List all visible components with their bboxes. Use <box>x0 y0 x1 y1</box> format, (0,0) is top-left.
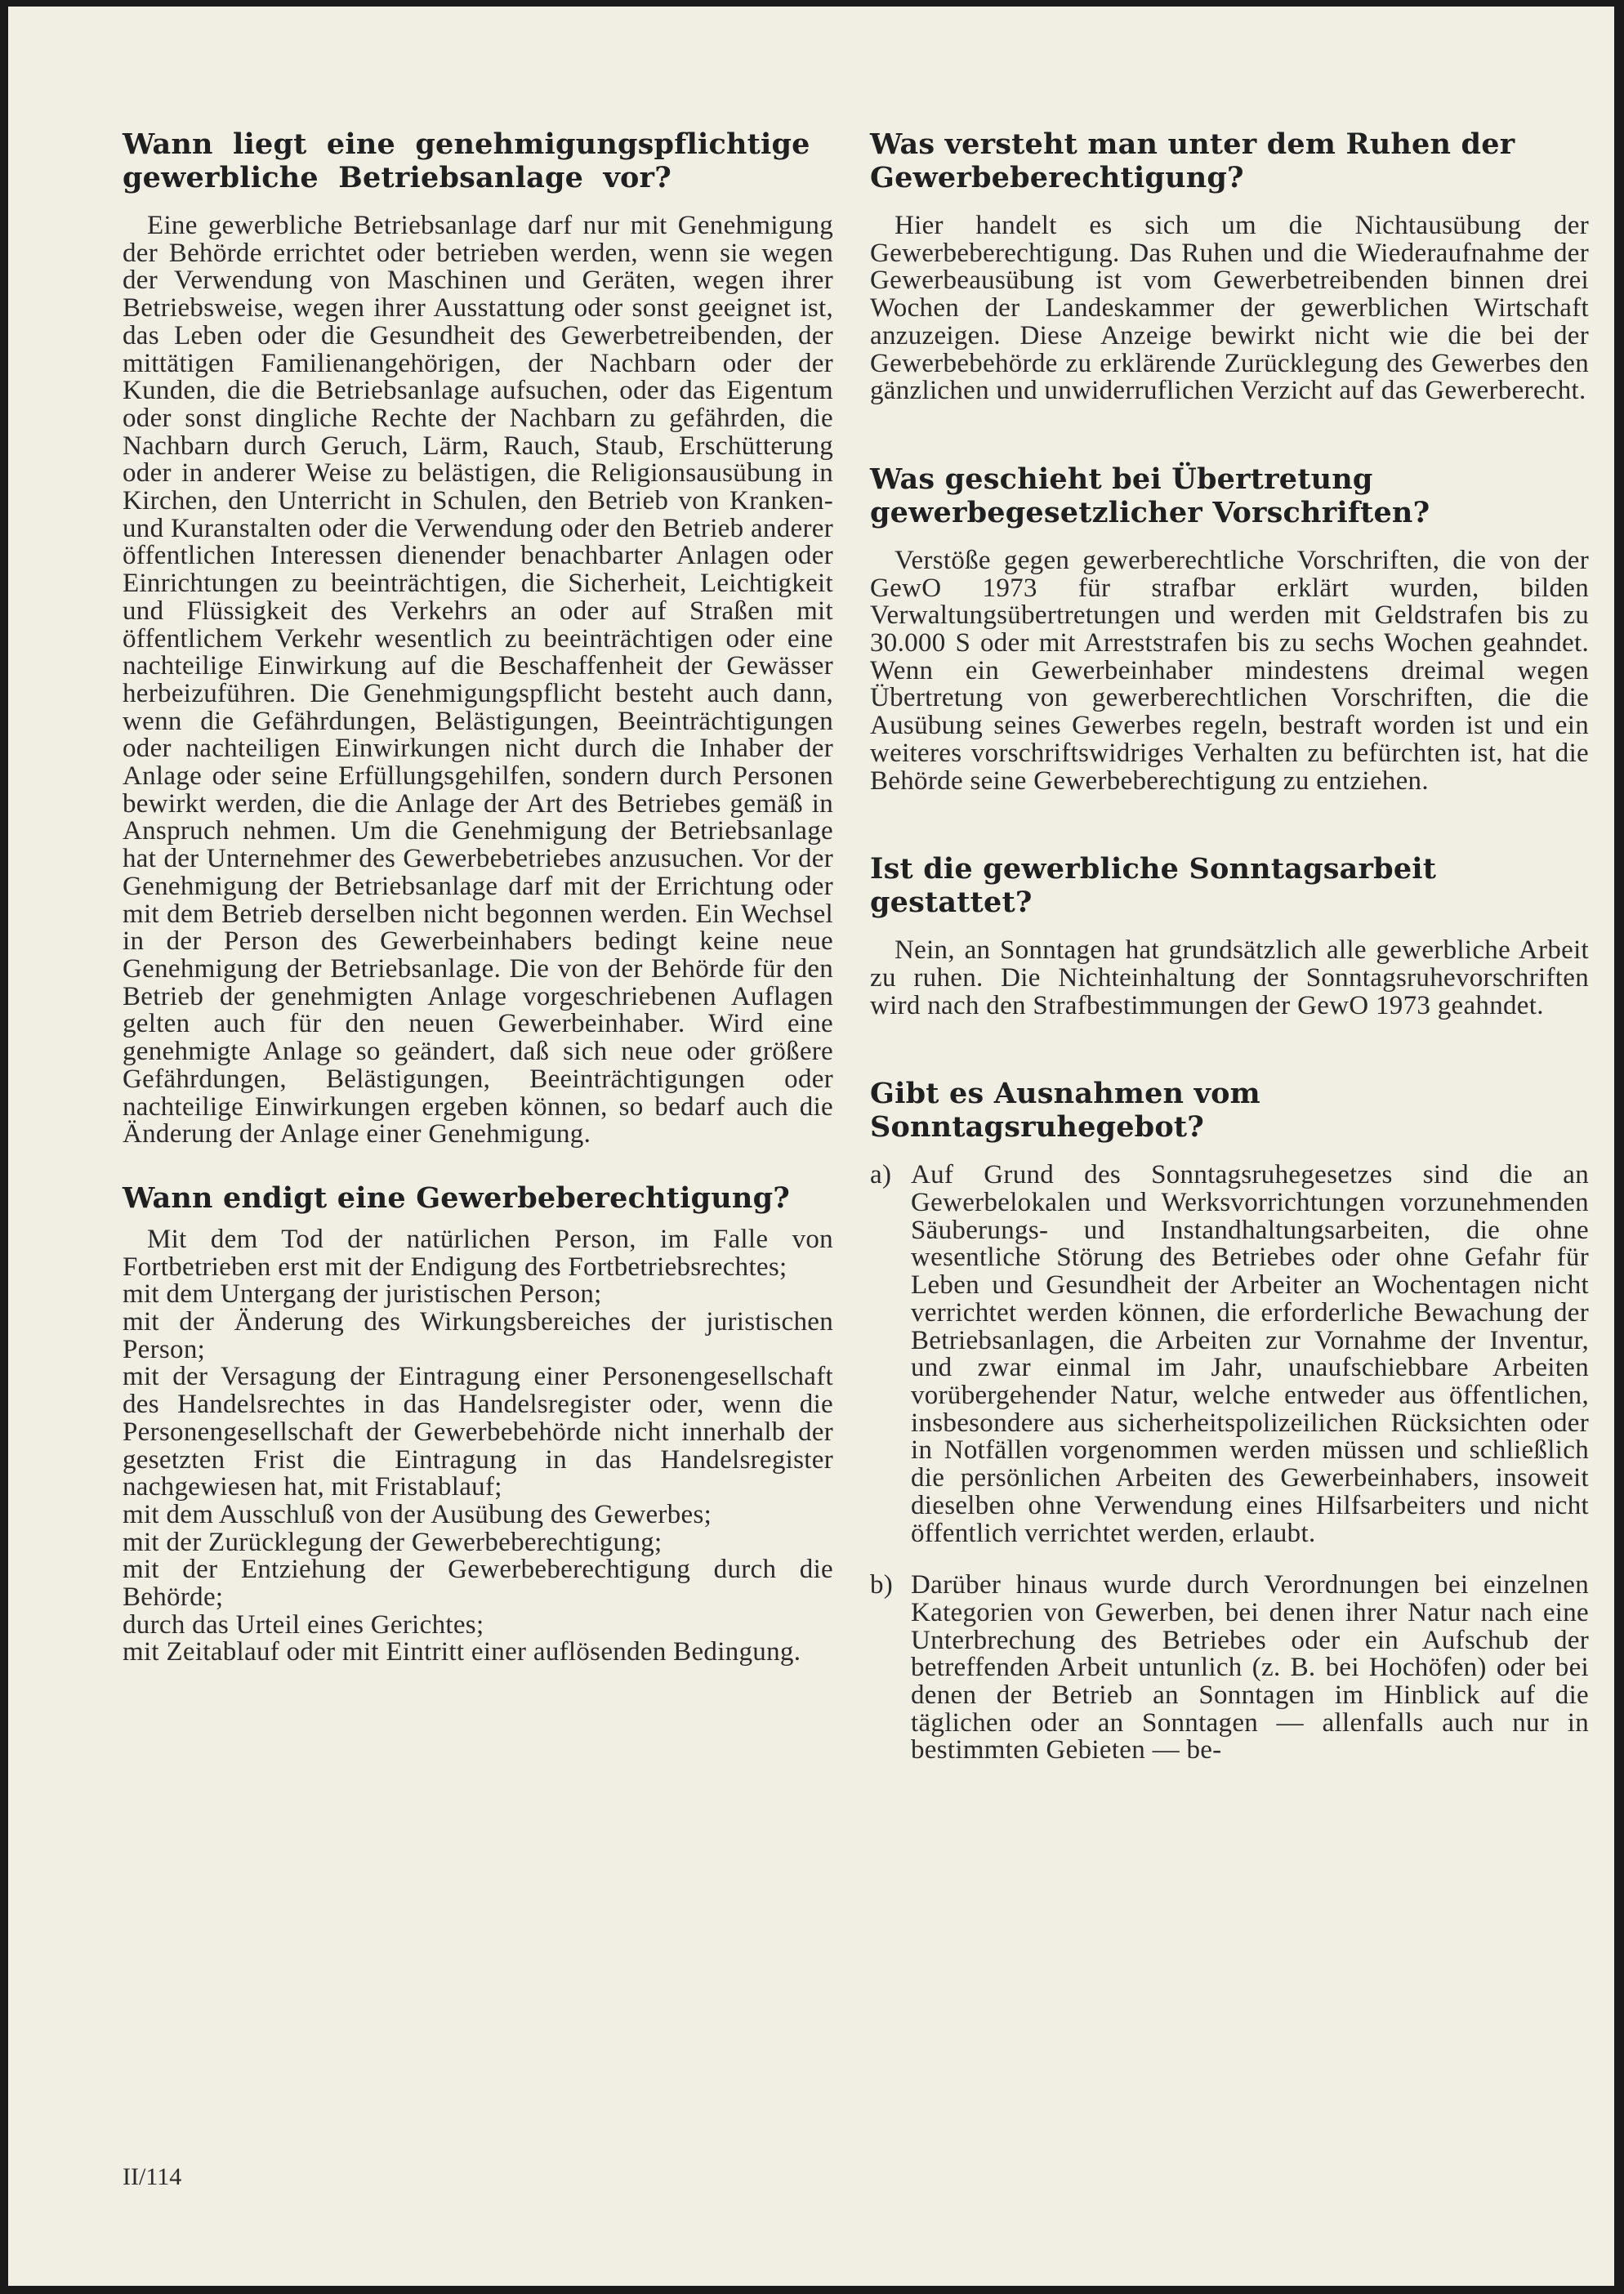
section-ausnahmen-sonntagsruhe <box>870 1077 1589 1765</box>
list-item: mit der Änderung des Wirkungsbereiches der juristischen Person; <box>123 1307 833 1364</box>
list-item: mit dem Ausschluß von der Ausübung des Gewerbes; <box>123 1499 712 1529</box>
termination-list <box>123 1226 833 1667</box>
list-item: durch das Urteil eines Gerichtes; <box>123 1609 484 1640</box>
list-item: mit der Entziehung der Gewerbeberechtigung durch die Behörde; <box>123 1555 833 1613</box>
section-genehmigungspflichtige-betriebsanlage <box>123 127 833 1149</box>
section-heading: Was geschieht bei Übertretung gewerbegesetzlicher Vorschriften? <box>870 462 1430 529</box>
section-body: Nein, an Sonntagen hat grundsätzlich alle gewerbliche Arbeit zu ruhen. Die Nichteinhaltung der Sonntagsruhevorschriften wird nach den Strafbestimmungen der GewO 1973 geahndet. <box>870 935 1589 1020</box>
list-item: mit der Versagung der Eintragung einer Personengesellschaft des Handelsrechtes in das Handelsregister oder, wenn die Personengesellschaft der Gewerbebehörde nicht innerhalb der gesetzten Frist die Eintragung in das Handelsregister nachgewiesen hat, mit Fristablauf; <box>123 1362 833 1502</box>
page-number: II/114 <box>123 2163 182 2190</box>
list-marker: b) <box>870 1570 894 1600</box>
section-heading: Wann liegt eine genehmigungspflichtige gewerbliche Betriebsanlage vor? <box>123 127 810 194</box>
list-marker: a) <box>870 1160 892 1190</box>
section-heading: Was versteht man unter dem Ruhen der Gewerbeberechtigung? <box>870 127 1515 194</box>
section-uebertretung-vorschriften <box>870 462 1589 795</box>
document-page <box>8 7 1614 2286</box>
list-item: Mit dem Tod der natürlichen Person, im Falle von Fortbetrieben erst mit der Endigung des Fortbetriebsrechtes; <box>123 1224 833 1282</box>
section-heading: Wann endigt eine Gewerbeberechtigung? <box>123 1180 790 1215</box>
section-body: Eine gewerbliche Betriebsanlage darf nur mit Genehmigung der Behörde errichtet oder betrieben werden, wenn sie wegen der Verwendung von Maschinen und Geräten, wegen ihrer Betriebsweise, wegen ihrer Ausstattung oder sonst geeignet ist, das Leben oder die Gesundheit des Gewerbetreibenden, der mittätigen Familienangehörigen, der Nachbarn oder der Kunden, die die Betriebsanlage aufsuchen, oder das Eigentum oder sonst dingliche Rechte der Nachbarn zu gefährden, die Nachbarn durch Geruch, Lärm, Rauch, Staub, Erschütterung oder in anderer Weise zu belästigen, die Religionsausübung in Kirchen, den Unterricht in Schulen, den Betrieb von Kranken- und Kuranstalten oder die Verwendung oder den Betrieb anderer öffentlichen Interessen dienender benachbarter Anlagen oder Einrichtungen zu beeinträchtigen, die Sicherheit, Leichtigkeit und Flüssigkeit des Verkehrs an oder auf Straßen mit öffentlichem Verkehr wesentlich zu beeinträchtigen oder eine nachteilige Einwirkung auf die Beschaffenheit der Gewässer herbeizuführen. Die Genehmigungspflicht besteht auch dann, wenn die Gefährdungen, Belästigungen, Beeinträchtigungen oder nachteiligen Einwirkungen nicht durch die Inhaber der Anlage oder seine Erfüllungsgehilfen, sondern durch Personen bewirkt werden, die die Anlage der Art des Betriebes gemäß in Anspruch nehmen. Um die Genehmigung der Betriebsanlage hat der Unternehmer des Gewerbebetriebes anzusuchen. Vor der Genehmigung der Betriebsanlage darf mit der Errichtung oder mit dem Betrieb derselben nicht begonnen werden. Ein Wechsel in der Person des Gewerbeinhabers bedingt keine neue Genehmigung der Betriebsanlage. Die von der Behörde für den Betrieb der genehmigten Anlage vorgeschriebenen Auflagen gelten auch für den neuen Gewerbeinhaber. Wird eine genehmigte Anlage so geändert, daß sich neue oder größere Gefährdungen, Belästigungen, Beeinträchtigungen oder nachteilige Einwirkungen ergeben können, so bedarf auch die Änderung der Anlage einer Genehmigung. <box>123 211 833 1149</box>
section-sonntagsarbeit <box>870 852 1589 1020</box>
exception-item-a <box>870 1162 1589 1547</box>
section-ruhen-gewerbeberechtigung <box>870 127 1589 405</box>
list-item: mit Zeitablauf oder mit Eintritt einer auflösenden Bedingung. <box>123 1637 801 1667</box>
section-endigung-gewerbeberechtigung <box>123 1181 833 1667</box>
section-body: Verstöße gegen gewerberechtliche Vorschriften, die von der GewO 1973 für strafbar erklärt wurden, bilden Verwaltungsübertretungen und werden mit Geldstrafen bis zu 30.000 S oder mit Arreststrafen bis zu sechs Wochen geahndet. Wenn ein Gewerbeinhaber mindestens dreimal wegen Übertretung von gewerberechtlichen Vorschriften, die die Ausübung seines Gewerbes regeln, bestraft worden ist und ein weiteres vorschriftswidriges Verhalten zu befürchten ist, hat die Behörde seine Gewerbeberechtigung zu entziehen. <box>870 545 1589 796</box>
list-item-text: Darüber hinaus wurde durch Verordnungen bei einzelnen Kategorien von Gewerben, bei denen ihrer Natur nach eine Unterbrechung des Betriebes oder ein Aufschub der betreffenden Arbeit untunlich (z. B. bei Hochöfen) oder bei denen der Betrieb an Sonntagen im Hinblick auf die täglichen oder an Sonntagen — allenfalls auch nur in bestimmten Gebieten — be- <box>911 1570 1589 1765</box>
section-heading: Ist die gewerbliche Sonntagsarbeit gestattet? <box>870 852 1437 920</box>
right-column <box>870 127 1589 1765</box>
exception-item-b <box>870 1572 1589 1765</box>
left-column <box>123 127 833 1667</box>
list-item-text: Auf Grund des Sonntagsruhegesetzes sind die an Gewerbelokalen und Werksvorrichtungen vorzunehmenden Säuberungs- und Instandhaltungsarbeiten, die ohne wesentliche Störung des Betriebes oder ohne Gefahr für Leben und Gesundheit der Arbeiter an Wochentagen nicht verrichtet werden können, die erforderliche Bewachung der Betriebsanlagen, die Arbeiten zur Vornahme der Inventur, und zwar einmal im Jahr, unaufschiebbare Arbeiten vorübergehender Natur, welche entweder aus öffentlichen, insbesondere aus sicherheitspolizeilichen Rücksichten oder in Notfällen vorgenommen werden müssen und schließlich die persönlichen Arbeiten des Gewerbeinhabers, insoweit dieselben ohne Verwendung eines Hilfsarbeiters und nicht öffentlich verrichtet werden, erlaubt. <box>911 1160 1589 1548</box>
section-heading: Gibt es Ausnahmen vom Sonntagsruhegebot? <box>870 1077 1260 1145</box>
section-body: Hier handelt es sich um die Nichtausübung der Gewerbeberechtigung. Das Ruhen und die Wiederaufnahme der Gewerbeausübung ist vom Gewerbetreibenden binnen drei Wochen der Landeskammer der gewerblichen Wirtschaft anzuzeigen. Diese Anzeige bewirkt nicht wie die bei der Gewerbebehörde zu erklärende Zurücklegung des Gewerbes den gänzlichen und unwiderruflichen Verzicht auf das Gewerberecht. <box>870 211 1589 406</box>
list-item: mit dem Untergang der juristischen Person; <box>123 1279 602 1310</box>
list-item: mit der Zurücklegung der Gewerbeberechtigung; <box>123 1527 663 1557</box>
